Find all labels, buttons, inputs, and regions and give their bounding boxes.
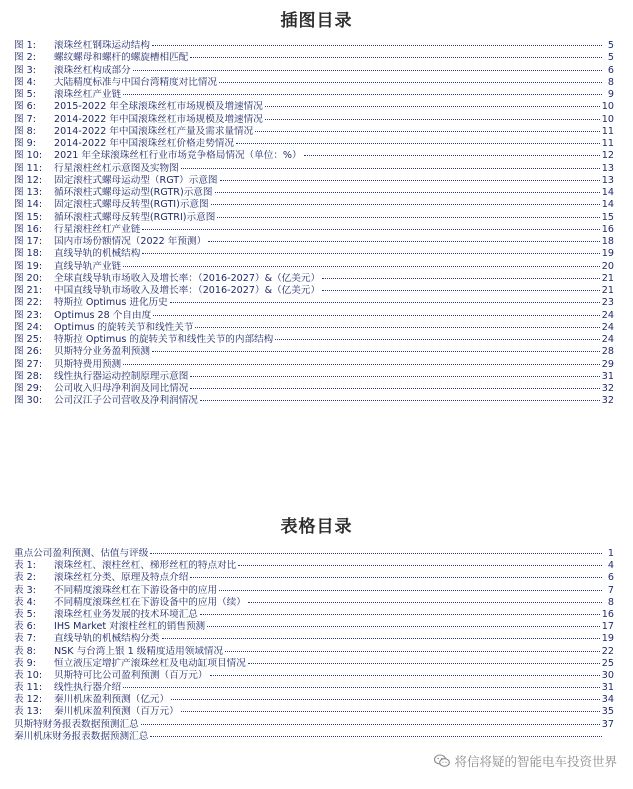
entry-label: 图 10:: [14, 150, 43, 162]
entry-title[interactable]: 线性执行器介绍: [54, 682, 122, 694]
entry-page-number[interactable]: 28: [601, 346, 614, 358]
entry-label: 表 3:: [14, 584, 36, 596]
figure-entry[interactable]: [14, 150, 614, 162]
dot-leader: [215, 192, 600, 193]
figure-entry[interactable]: [14, 138, 614, 150]
entry-page-number[interactable]: 24: [601, 309, 614, 321]
figure-entry[interactable]: [14, 114, 614, 126]
dot-leader: [275, 339, 600, 340]
entry-page-number[interactable]: 14: [601, 199, 614, 211]
entry-label: 图 21:: [14, 285, 43, 296]
entry-page-number[interactable]: 13: [601, 162, 614, 174]
entry-title[interactable]: 大陆精度标准与中国台湾精度对比情况: [54, 76, 218, 88]
figure-entry[interactable]: [14, 273, 614, 285]
figure-entry[interactable]: [14, 261, 614, 273]
entry-title[interactable]: 2014-2022 年中国滚珠丝杠产量及需求量情况: [54, 125, 254, 137]
entry-title[interactable]: 直线导轨的机械结构分类: [54, 633, 160, 645]
entry-page-number[interactable]: 32: [601, 383, 614, 394]
entry-page-number[interactable]: 9: [607, 89, 614, 100]
dot-leader: [219, 590, 602, 591]
entry-title[interactable]: 固定滚柱式螺母运动型（RGT）示意图: [54, 174, 218, 186]
entry-label: 表 9:: [14, 657, 36, 669]
figure-entry[interactable]: [14, 359, 614, 371]
entry-label: 图 13:: [14, 187, 43, 198]
entry-page-number[interactable]: 11: [601, 125, 614, 137]
entry-label: 表 11:: [14, 682, 43, 694]
entry-label: 图 6:: [14, 101, 36, 113]
dot-leader: [207, 626, 600, 627]
entry-title[interactable]: 秦川机床盈利预测（亿元）: [54, 694, 170, 706]
figure-list-title: 插图目录: [280, 11, 353, 31]
dot-leader: [220, 180, 600, 181]
entry-page-number[interactable]: 19: [601, 633, 614, 645]
entry-page-number[interactable]: 11: [601, 138, 614, 149]
dot-leader: [304, 155, 600, 156]
entry-label: 图 3:: [14, 64, 36, 76]
entry-page-number[interactable]: 8: [607, 76, 614, 88]
dot-leader: [123, 94, 602, 95]
entry-page-number[interactable]: 37: [601, 718, 614, 730]
entry-title[interactable]: Optimus 的旋转关节和线性关节: [54, 321, 194, 333]
dot-leader: [142, 229, 599, 230]
entry-page-number[interactable]: 35: [601, 706, 614, 718]
entry-label: 图 26:: [14, 346, 43, 358]
watermark: [434, 752, 617, 770]
figure-entry[interactable]: [14, 52, 614, 64]
entry-title[interactable]: 滚珠丝杠钢珠运动结构: [54, 40, 150, 51]
entry-label: 表 7:: [14, 633, 36, 645]
figure-entry[interactable]: [14, 248, 614, 260]
entry-label: 表 13:: [14, 706, 43, 718]
figure-entry[interactable]: [14, 224, 614, 236]
figure-entry[interactable]: [14, 89, 614, 101]
dot-leader: [181, 168, 600, 169]
dot-leader: [200, 614, 600, 615]
figure-entry[interactable]: [14, 310, 614, 322]
dot-leader: [153, 315, 600, 316]
wechat-icon: [434, 754, 450, 768]
table-entry[interactable]: [14, 609, 614, 621]
dot-leader: [150, 553, 602, 554]
entry-page-number[interactable]: 20: [601, 260, 614, 272]
entry-page-number[interactable]: 5: [607, 52, 614, 64]
table-entry[interactable]: [14, 597, 614, 609]
figure-entry[interactable]: [14, 187, 614, 199]
entry-label: 图 27:: [14, 358, 43, 370]
entry-page-number[interactable]: 25: [601, 657, 614, 669]
table-entry[interactable]: [14, 719, 614, 731]
entry-label: 图 7:: [14, 113, 36, 125]
table-entry[interactable]: [14, 585, 614, 597]
entry-label: 图 9:: [14, 138, 36, 149]
entry-title[interactable]: 特斯拉 Optimus 进化历史: [54, 297, 168, 309]
figure-entry[interactable]: [14, 40, 614, 52]
entry-title[interactable]: 2014-2022 年中国滚珠丝杠价格走势情况: [54, 138, 235, 149]
dot-leader: [150, 736, 602, 737]
entry-title[interactable]: 公司汉江子公司营收及净利润情况: [54, 395, 198, 407]
entry-label: 图 29:: [14, 383, 43, 394]
table-entry[interactable]: [14, 731, 614, 743]
dot-leader: [322, 290, 600, 291]
entry-page-number[interactable]: 8: [607, 596, 614, 608]
entry-label: 图 8:: [14, 125, 36, 137]
table-entry[interactable]: [14, 694, 614, 706]
figure-entry[interactable]: [14, 77, 614, 89]
entry-label: 图 28:: [14, 370, 43, 382]
entry-page-number[interactable]: 6: [607, 64, 614, 76]
entry-label: 图 5:: [14, 89, 36, 100]
entry-title[interactable]: 固定滚柱式螺母反转型(RGTI)示意图: [54, 199, 209, 211]
entry-title[interactable]: IHS Market 对滚柱丝杠的销售预测: [54, 621, 206, 633]
entry-page-number[interactable]: 4: [607, 560, 614, 572]
entry-title[interactable]: 不同精度滚珠丝杠在下游设备中的应用: [54, 584, 218, 596]
dot-leader: [211, 204, 600, 205]
entry-label: 图 17:: [14, 236, 43, 247]
entry-title[interactable]: 螺纹螺母和螺杆的螺旋槽相匹配: [54, 52, 189, 64]
figure-entry[interactable]: [14, 297, 614, 309]
dot-leader: [162, 638, 600, 639]
watermark-text: 将信将疑的智能电车投资世界: [454, 754, 617, 769]
dot-leader: [248, 602, 602, 603]
entry-label: 图 19:: [14, 260, 43, 272]
figure-entry[interactable]: [14, 65, 614, 77]
entry-label: 表 2:: [14, 572, 36, 584]
entry-title[interactable]: 贝斯特分业务盈利预测: [54, 346, 150, 358]
entry-label: 表 1:: [14, 560, 36, 572]
dot-leader: [208, 241, 600, 242]
entry-page-number[interactable]: 10: [601, 101, 614, 113]
entry-title[interactable]: 不同精度滚珠丝杠在下游设备中的应用（续）: [54, 596, 246, 608]
entry-label: 图 20:: [14, 272, 43, 284]
entry-label: 图 30:: [14, 395, 43, 407]
entry-page-number[interactable]: 31: [601, 370, 614, 382]
entry-title[interactable]: 滚珠丝杠分类、原理及特点介绍: [54, 572, 189, 584]
entry-title[interactable]: NSK 与台湾上银 1 级精度适用领域情况: [54, 645, 224, 657]
entry-title[interactable]: 恒立液压定增扩产滚珠丝杠及电动缸项目情况: [54, 657, 246, 669]
table-list-title: 表格目录: [280, 517, 353, 537]
figure-entry[interactable]: [14, 236, 614, 248]
entry-label: 表 5:: [14, 608, 36, 620]
entry-page-number[interactable]: 24: [601, 321, 614, 333]
entry-page-number[interactable]: 21: [601, 272, 614, 284]
entry-page-number[interactable]: 7: [607, 584, 614, 596]
entry-label: 图 24:: [14, 321, 43, 333]
entry-title[interactable]: 2014-2022 年中国滚珠丝杠市场规模及增速情况: [54, 113, 263, 125]
figure-entry[interactable]: [14, 285, 614, 297]
entry-page-number[interactable]: 1: [607, 548, 614, 559]
figure-entry[interactable]: [14, 163, 614, 175]
dot-leader: [217, 217, 599, 218]
dot-leader: [133, 70, 602, 71]
entry-title[interactable]: 贝斯特可比公司盈利预测（百万元）: [54, 669, 208, 681]
entry-title[interactable]: 2015-2022 年全球滚珠丝杠市场规模及增速情况: [54, 101, 263, 113]
entry-page-number[interactable]: 29: [601, 358, 614, 370]
entry-page-number[interactable]: 31: [601, 682, 614, 694]
entry-title[interactable]: 特斯拉 Optimus 的旋转关节和线性关节的内部结构: [54, 334, 274, 345]
entry-label: 图 15:: [14, 211, 43, 223]
entry-label: 图 23:: [14, 309, 43, 321]
entry-page-number[interactable]: 19: [601, 248, 614, 260]
entry-label: 图 2:: [14, 52, 36, 64]
dot-leader: [170, 302, 600, 303]
table-entry[interactable]: [14, 572, 614, 584]
entry-label: 表 8:: [14, 645, 36, 657]
entry-page-number[interactable]: 18: [601, 236, 614, 247]
entry-title[interactable]: 2021 年全球滚珠丝杠行业市场竞争格局情况（单位：%）: [54, 150, 302, 162]
table-entry[interactable]: [14, 560, 614, 572]
figure-entry[interactable]: [14, 322, 614, 334]
entry-title[interactable]: 滚珠丝杠业务发展的技术环境汇总: [54, 608, 198, 620]
entry-label: 表 12:: [14, 694, 43, 706]
entry-page-number[interactable]: 24: [601, 334, 614, 345]
figure-entry[interactable]: [14, 395, 614, 407]
table-entry[interactable]: [14, 706, 614, 718]
entry-title[interactable]: 滚珠丝杠构成部分: [54, 64, 131, 76]
figure-entry[interactable]: [14, 334, 614, 346]
dot-leader: [190, 57, 602, 58]
figure-entry[interactable]: [14, 383, 614, 395]
entry-title[interactable]: 线性执行器运动控制原理示意图: [54, 370, 189, 382]
figure-entry[interactable]: [14, 126, 614, 138]
table-entry[interactable]: [14, 621, 614, 633]
dot-leader: [123, 687, 600, 688]
entry-page-number[interactable]: 13: [601, 174, 614, 186]
table-entry[interactable]: [14, 670, 614, 682]
entry-page-number[interactable]: 22: [601, 645, 614, 657]
entry-page-number[interactable]: 16: [601, 223, 614, 235]
entry-label: 图 4:: [14, 76, 36, 88]
entry-label: 图 11:: [14, 162, 43, 174]
figure-list: [14, 40, 614, 408]
dot-leader: [255, 131, 600, 132]
dot-leader: [190, 577, 602, 578]
entry-title[interactable]: 重点公司盈利预测、估值与评级: [14, 548, 149, 559]
entry-title[interactable]: 行星滚柱丝杠产业链: [54, 223, 141, 235]
figure-entry[interactable]: [14, 199, 614, 211]
entry-page-number[interactable]: 32: [601, 395, 614, 407]
dot-leader: [219, 82, 602, 83]
entry-title[interactable]: 公司收入归母净利润及同比情况: [54, 383, 189, 394]
table-entry[interactable]: [14, 633, 614, 645]
entry-page-number[interactable]: 10: [601, 113, 614, 125]
entry-page-number[interactable]: 34: [601, 694, 614, 706]
entry-title[interactable]: 全球直线导轨市场收入及增长率：（2016-2027）&（亿美元）: [54, 272, 321, 284]
dot-leader: [123, 364, 600, 365]
figure-entry[interactable]: [14, 175, 614, 187]
table-entry[interactable]: [14, 548, 614, 560]
dot-leader: [265, 106, 600, 107]
figure-entry[interactable]: [14, 371, 614, 383]
entry-title[interactable]: 滚珠丝杠、滚柱丝杠、梯形丝杠的特点对比: [54, 560, 237, 572]
dot-leader: [171, 699, 600, 700]
dot-leader: [210, 675, 600, 676]
entry-label: 图 16:: [14, 223, 43, 235]
entry-title[interactable]: 中国直线导轨市场收入及增长率：（2016-2027）&（亿美元）: [54, 285, 321, 296]
entry-page-number[interactable]: 17: [601, 621, 614, 633]
entry-page-number[interactable]: 15: [601, 211, 614, 223]
entry-title[interactable]: 贝斯特费用预测: [54, 358, 122, 370]
dot-leader: [152, 351, 600, 352]
entry-page-number[interactable]: 16: [601, 608, 614, 620]
figure-entry[interactable]: [14, 101, 614, 113]
entry-title[interactable]: 秦川机床盈利预测（百万元）: [54, 706, 179, 718]
entry-label: 表 4:: [14, 596, 36, 608]
dot-leader: [195, 327, 599, 328]
dot-leader: [181, 711, 600, 712]
table-entry[interactable]: [14, 646, 614, 658]
dot-leader: [200, 400, 600, 401]
entry-title[interactable]: Optimus 28 个自由度: [54, 309, 152, 321]
entry-label: 图 12:: [14, 174, 43, 186]
dot-leader: [265, 119, 600, 120]
entry-page-number[interactable]: 21: [601, 285, 614, 296]
entry-title[interactable]: 滚珠丝杠产业链: [54, 89, 122, 100]
dot-leader: [225, 651, 600, 652]
entry-title[interactable]: 直线导轨产业链: [54, 260, 122, 272]
entry-page-number[interactable]: 14: [601, 187, 614, 198]
entry-label: 表 10:: [14, 669, 43, 681]
table-entry[interactable]: [14, 658, 614, 670]
entry-title[interactable]: 行星滚柱丝杠示意图及实物图: [54, 162, 179, 174]
dot-leader: [142, 253, 599, 254]
dot-leader: [141, 724, 600, 725]
entry-page-number[interactable]: 6: [607, 572, 614, 584]
entry-title[interactable]: 秦川机床财务报表数据预测汇总: [14, 730, 149, 742]
entry-title[interactable]: 循环滚柱式螺母反转型(RGTRI)示意图: [54, 211, 216, 223]
entry-title[interactable]: 直线导轨的机械结构: [54, 248, 141, 260]
entry-label: 图 1:: [14, 40, 36, 51]
figure-entry[interactable]: [14, 212, 614, 224]
dot-leader: [322, 278, 600, 279]
entry-title[interactable]: 贝斯特财务报表数据预测汇总: [14, 718, 139, 730]
table-entry[interactable]: [14, 682, 614, 694]
table-list: [14, 548, 614, 743]
figure-entry[interactable]: [14, 346, 614, 358]
entry-label: 图 18:: [14, 248, 43, 260]
entry-label: 图 14:: [14, 199, 43, 211]
entry-title[interactable]: 循环滚柱式螺母运动型(RGTR)示意图: [54, 187, 213, 198]
entry-label: 图 25:: [14, 334, 43, 345]
dot-leader: [248, 663, 600, 664]
entry-label: 图 22:: [14, 297, 43, 309]
entry-title[interactable]: 国内市场份额情况（2022 年预测）: [54, 236, 207, 247]
entry-page-number[interactable]: 5: [607, 40, 614, 51]
entry-label: 表 6:: [14, 621, 36, 633]
dot-leader: [123, 266, 600, 267]
dot-leader: [190, 376, 599, 377]
entry-page-number[interactable]: 30: [601, 669, 614, 681]
entry-page-number[interactable]: 23: [601, 297, 614, 309]
dot-leader: [236, 143, 600, 144]
dot-leader: [190, 388, 599, 389]
dot-leader: [152, 45, 602, 46]
entry-page-number[interactable]: 12: [601, 150, 614, 162]
dot-leader: [238, 565, 602, 566]
